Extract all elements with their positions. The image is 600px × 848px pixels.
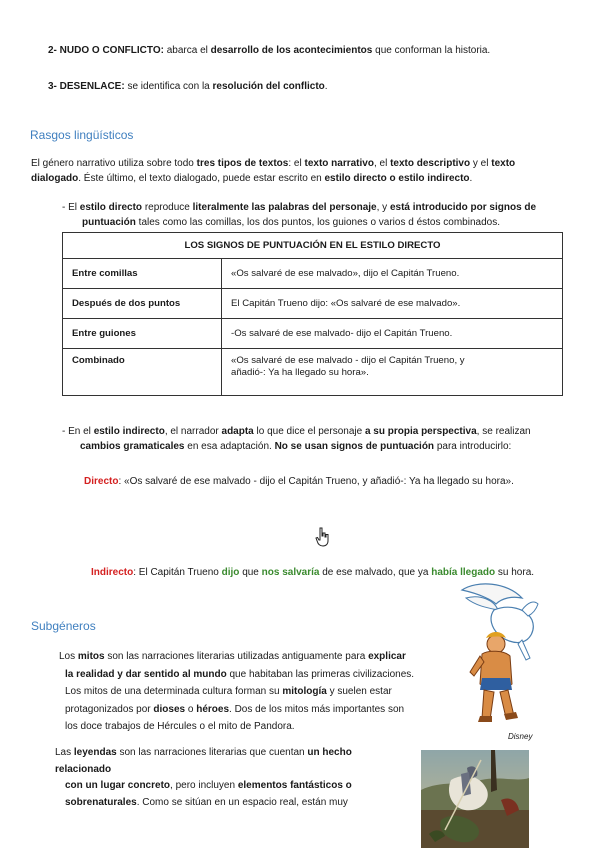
p1-i: dialogado bbox=[31, 173, 79, 184]
signos-table bbox=[62, 232, 563, 396]
p1-f: texto descriptivo bbox=[390, 158, 471, 169]
ejemplo-indirecto bbox=[91, 567, 571, 580]
mitos-c: son las narraciones literarias utilizadas antiguamente para bbox=[107, 651, 366, 662]
nudo-paragraph bbox=[48, 45, 568, 58]
mitos-o: los doce trabajos de Hércules o el mito de Pandora. bbox=[65, 721, 295, 733]
ind-d: nos salvaría bbox=[261, 567, 320, 578]
combinado-line1: «Os salvaré de ese malvado - dijo el Capitán Trueno, y bbox=[231, 355, 465, 366]
table-row-example: El Capitán Trueno dijo: «Os salvaré de ese malvado». bbox=[222, 289, 563, 319]
table-row-label: Combinado bbox=[63, 349, 222, 396]
table-row-example: -Os salvaré de ese malvado- dijo el Capitán Trueno. bbox=[222, 319, 563, 349]
pegasus-hero-illustration bbox=[452, 580, 540, 728]
p1-j: . Éste último, el texto dialogado, puede estar escrito en bbox=[78, 173, 322, 184]
mitos-e: la realidad y dar sentido al mundo bbox=[65, 668, 227, 680]
pointing-hand-icon bbox=[314, 527, 330, 547]
mitos-i: y suelen estar bbox=[329, 686, 392, 698]
mitos-l: o bbox=[187, 703, 194, 715]
table-row-label: Después de dos puntos bbox=[63, 289, 222, 319]
ind-f: había llegado bbox=[431, 567, 496, 578]
ii-b: estilo indirecto bbox=[93, 426, 165, 437]
table-row-label: Entre comillas bbox=[63, 259, 222, 289]
di-a: - El bbox=[62, 202, 77, 213]
desenlace-end: . bbox=[324, 81, 328, 92]
ind-a: : El Capitán Trueno bbox=[133, 567, 219, 578]
table-row bbox=[63, 349, 563, 396]
p1-k: estilo directo o estilo indirecto bbox=[324, 173, 470, 184]
mitos-paragraph bbox=[59, 648, 449, 736]
ii-d: adapta bbox=[221, 426, 254, 437]
rasgos-heading: Rasgos lingüísticos bbox=[30, 128, 134, 142]
legend-painting-image bbox=[421, 750, 529, 848]
table-row-example bbox=[222, 349, 563, 396]
ii-k: para introducirlo: bbox=[436, 441, 512, 452]
leyendas-g: , pero incluyen bbox=[170, 780, 236, 791]
desenlace-paragraph bbox=[48, 81, 568, 94]
mitos-g: Los mitos de una determinada cultura forman su bbox=[65, 686, 280, 698]
mitos-j: protagonizados por bbox=[65, 703, 151, 715]
table-title: LOS SIGNOS DE PUNTUACIÓN EN EL ESTILO DIRECTO bbox=[63, 233, 563, 259]
p1-g: y el bbox=[472, 158, 489, 169]
di-f: está introducido por signos de bbox=[389, 202, 537, 213]
nudo-text: abarca el bbox=[166, 45, 208, 56]
mitos-h: mitología bbox=[282, 686, 327, 698]
leyendas-c: son las narraciones literarias que cuentan bbox=[119, 747, 305, 758]
mitos-f: que habitaban las primeras civilizaciones. bbox=[229, 668, 415, 680]
p1-h: texto bbox=[491, 158, 516, 169]
desenlace-bold: resolución del conflicto bbox=[212, 81, 325, 92]
table-row-example: «Os salvaré de ese malvado», dijo el Capitán Trueno. bbox=[222, 259, 563, 289]
p1-a: El género narrativo utiliza sobre todo bbox=[31, 158, 194, 169]
di-d: literalmente las palabras del personaje bbox=[192, 202, 377, 213]
p1-l: . bbox=[469, 173, 473, 184]
table-row bbox=[63, 319, 563, 349]
leyendas-h: elementos fantásticos o bbox=[237, 780, 352, 791]
p1-c: : el bbox=[288, 158, 302, 169]
leyendas-j: . Como se sitúan en un espacio real, están muy bbox=[136, 796, 348, 808]
ejemplo-directo bbox=[84, 476, 564, 489]
ii-i: en esa adaptación. bbox=[187, 441, 272, 452]
ind-c: que bbox=[242, 567, 259, 578]
table-row bbox=[63, 289, 563, 319]
table-row bbox=[63, 259, 563, 289]
p1-d: texto narrativo bbox=[304, 158, 374, 169]
desenlace-label: 3- DESENLACE: bbox=[48, 81, 125, 92]
mitos-b: mitos bbox=[77, 651, 105, 662]
leyendas-f: con un lugar concreto bbox=[65, 780, 171, 791]
table-row-label: Entre guiones bbox=[63, 319, 222, 349]
di-c: reproduce bbox=[144, 202, 190, 213]
directo-text: : «Os salvaré de ese malvado - dijo el Capitán Trueno, y añadió-: Ya ha llegado su hora». bbox=[118, 476, 514, 487]
mitos-a: Los bbox=[59, 651, 76, 662]
ind-g: su hora. bbox=[497, 567, 535, 578]
mitos-d: explicar bbox=[368, 651, 406, 662]
di-h: tales como las comillas, los dos puntos, los guiones o varios d éstos combinados. bbox=[138, 217, 500, 228]
p1-e: , el bbox=[373, 158, 388, 169]
nudo-bold: desarrollo de los acontecimientos bbox=[210, 45, 373, 56]
leyendas-d: un hecho bbox=[307, 747, 352, 758]
leyendas-a: Las bbox=[55, 747, 72, 758]
directo-label: Directo bbox=[84, 476, 119, 487]
ii-g: , se realizan bbox=[476, 426, 531, 437]
di-e: , y bbox=[376, 202, 388, 213]
mitos-n: . Dos de los mitos más importantes son bbox=[229, 703, 405, 715]
leyendas-e: relacionado bbox=[55, 763, 112, 775]
ind-e: de ese malvado, que ya bbox=[322, 567, 429, 578]
mitos-m: héroes bbox=[196, 703, 230, 715]
di-b: estilo directo bbox=[79, 202, 143, 213]
mitos-k: dioses bbox=[153, 703, 186, 715]
directo-intro-paragraph bbox=[62, 200, 562, 230]
ii-c: , el narrador bbox=[164, 426, 219, 437]
indirecto-intro-paragraph bbox=[62, 424, 562, 454]
nudo-text-end: que conforman la historia. bbox=[375, 45, 491, 56]
nudo-label: 2- NUDO O CONFLICTO: bbox=[48, 45, 164, 56]
ii-a: - En el bbox=[62, 426, 91, 437]
combinado-line2: añadió-: Ya ha llegado su hora». bbox=[231, 366, 369, 378]
leyendas-i: sobrenaturales bbox=[65, 796, 137, 808]
image-caption: Disney bbox=[508, 732, 533, 741]
subgeneros-heading: Subgéneros bbox=[31, 619, 96, 633]
ind-b: dijo bbox=[221, 567, 240, 578]
p1-b: tres tipos de textos bbox=[196, 158, 289, 169]
di-g: puntuación bbox=[82, 217, 136, 228]
ii-j: No se usan signos de puntuación bbox=[274, 441, 435, 452]
ii-e: lo que dice el personaje bbox=[256, 426, 363, 437]
leyendas-b: leyendas bbox=[73, 747, 117, 758]
leyendas-paragraph bbox=[55, 745, 415, 811]
rasgos-intro-paragraph bbox=[31, 156, 566, 186]
desenlace-text: se identifica con la bbox=[127, 81, 210, 92]
ii-f: a su propia perspectiva bbox=[364, 426, 477, 437]
ii-h: cambios gramaticales bbox=[80, 441, 185, 452]
indirecto-label: Indirecto bbox=[91, 567, 134, 578]
